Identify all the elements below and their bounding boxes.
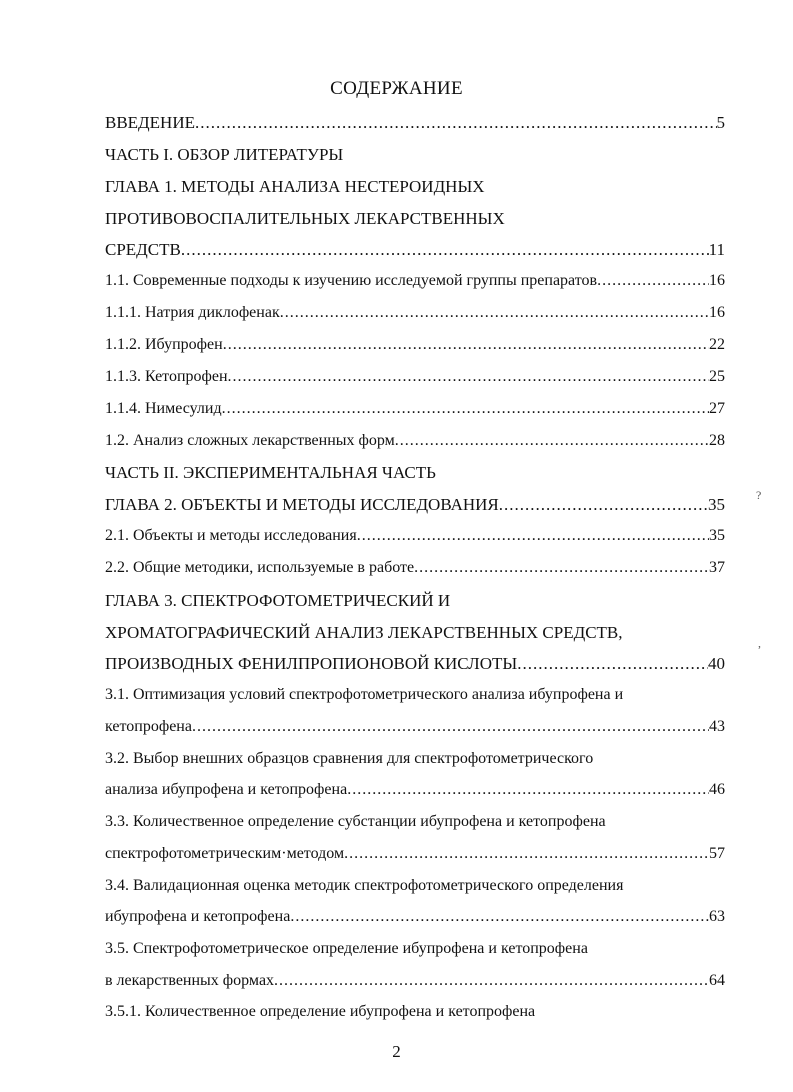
toc-entry-title: 3.3. Количественное определение субстанции ибупрофена и кетопрофена	[105, 813, 606, 830]
page-number: 2	[392, 1042, 401, 1061]
toc-entry	[105, 113, 725, 139]
toc-leader-dots	[274, 972, 709, 990]
toc-entry	[105, 1003, 725, 1029]
toc-entry-page: 46	[709, 781, 725, 798]
toc-entry	[105, 209, 725, 235]
toc-leader-dots	[597, 272, 709, 290]
toc-entry-title: ибупрофена и кетопрофена	[105, 908, 291, 925]
toc-entry-page: 37	[709, 559, 725, 576]
toc-entry	[105, 432, 725, 458]
toc-entry-title: 3.5. Спектрофотометрическое определение ибупрофена и кетопрофена	[105, 940, 588, 957]
toc-entry-page: 28	[709, 432, 725, 449]
toc-entry	[105, 877, 725, 903]
toc-entry	[105, 623, 725, 649]
toc-entry	[105, 177, 725, 203]
toc-entry-page: 63	[709, 908, 725, 925]
toc-entry-page: 57	[709, 845, 725, 862]
toc-entry-title: ЧАСТЬ I. ОБЗОР ЛИТЕРАТУРЫ	[105, 145, 344, 164]
toc-entry-page: 25	[709, 368, 725, 385]
toc-entry-page: 16	[709, 272, 725, 289]
toc-entry	[105, 591, 725, 617]
toc-entry	[105, 813, 725, 839]
toc-leader-dots	[517, 654, 708, 674]
toc-entry	[105, 845, 725, 871]
toc-entry-title: ЧАСТЬ II. ЭКСПЕРИМЕНТАЛЬНАЯ ЧАСТЬ	[105, 463, 436, 482]
toc-entry-title: 3.5.1. Количественное определение ибупрофена и кетопрофена	[105, 1003, 536, 1020]
toc-entry-title: 3.4. Валидационная оценка методик спектрофотометрического определения	[105, 877, 624, 894]
toc-entry-title: 3.2. Выбор внешних образцов сравнения для спектрофотометрического	[105, 750, 594, 767]
toc-entry-page: 64	[709, 972, 725, 989]
toc-entry-title: ХРОМАТОГРАФИЧЕСКИЙ АНАЛИЗ ЛЕКАРСТВЕННЫХ СРЕДСТВ,	[105, 623, 623, 642]
toc-entry-title: 3.1. Оптимизация условий спектрофотометрического анализа ибупрофена и	[105, 686, 624, 703]
toc-entry	[105, 145, 725, 171]
toc-entry-title: анализа ибупрофена и кетопрофена	[105, 781, 348, 798]
toc-entry	[105, 654, 725, 680]
toc-entry	[105, 368, 725, 394]
toc-entry-title: 1.1.2. Ибупрофен	[105, 336, 223, 353]
toc-entry	[105, 463, 725, 489]
toc-leader-dots	[222, 400, 709, 418]
toc-entry	[105, 940, 725, 966]
toc-leader-dots	[228, 368, 709, 386]
toc-entry-page: 35	[708, 495, 725, 514]
toc-entry-title: ГЛАВА 3. СПЕКТРОФОТОМЕТРИЧЕСКИЙ И	[105, 591, 451, 610]
toc-entry	[105, 559, 725, 585]
toc-entry	[105, 272, 725, 298]
toc-entry-title: 1.1.1. Натрия диклофенак	[105, 304, 280, 321]
toc-leader-dots	[347, 781, 709, 799]
toc-leader-dots	[181, 240, 709, 260]
toc-leader-dots	[195, 113, 717, 133]
toc-entry-title: 1.1.4. Нимесулид	[105, 400, 222, 417]
toc-leader-dots	[192, 718, 709, 736]
toc-entry	[105, 527, 725, 553]
toc-entry-title: 1.1.3. Кетопрофен	[105, 368, 228, 385]
toc-entry-title: ГЛАВА 1. МЕТОДЫ АНАЛИЗА НЕСТЕРОИДНЫХ	[105, 177, 485, 196]
toc-entry-page: 11	[708, 240, 725, 259]
toc-entry-title: 2.1. Объекты и методы исследования	[105, 527, 357, 544]
toc-leader-dots	[344, 845, 709, 863]
toc-entry-title: ПРОТИВОВОСПАЛИТЕЛЬНЫХ ЛЕКАРСТВЕННЫХ	[105, 209, 505, 228]
toc-leader-dots	[499, 495, 708, 515]
toc-entry-page: 5	[716, 113, 725, 132]
toc-entry	[105, 495, 725, 521]
toc-entry-title: в лекарственных формах	[105, 972, 275, 989]
toc-entry-page: 27	[709, 400, 725, 417]
toc-leader-dots	[414, 559, 709, 577]
toc-entry-page: 16	[709, 304, 725, 321]
toc-entry	[105, 686, 725, 712]
toc-entry-title: ГЛАВА 2. ОБЪЕКТЫ И МЕТОДЫ ИССЛЕДОВАНИЯ	[105, 495, 499, 514]
toc-entry-page: 43	[709, 718, 725, 735]
toc-entry	[105, 336, 725, 362]
toc-leader-dots	[223, 336, 709, 354]
toc-entry-title: ВВЕДЕНИЕ	[105, 113, 195, 132]
toc-entry	[105, 908, 725, 934]
toc-entry-title: ПРОИЗВОДНЫХ ФЕНИЛПРОПИОНОВОЙ КИСЛОТЫ	[105, 654, 518, 673]
toc-entry-page: 40	[708, 654, 725, 673]
toc-entry-title: 1.1. Современные подходы к изучению исследуемой группы препаратов	[105, 272, 598, 289]
toc-leader-dots	[280, 304, 709, 322]
toc-entry-title: 1.2. Анализ сложных лекарственных форм	[105, 432, 395, 449]
toc-entry	[105, 750, 725, 776]
toc-leader-dots	[395, 432, 709, 450]
page-title: СОДЕРЖАНИЕ	[330, 78, 463, 99]
toc-entry	[105, 781, 725, 807]
scan-artifact: ,	[758, 636, 761, 650]
toc-entry-page: 22	[709, 336, 725, 353]
toc-entry-title: СРЕДСТВ	[105, 240, 181, 259]
toc-entry	[105, 304, 725, 330]
toc-leader-dots	[290, 908, 709, 926]
toc-entry-title: спектрофотометрическим·методом	[105, 845, 345, 862]
toc-entry	[105, 972, 725, 998]
toc-entry	[105, 240, 725, 266]
toc-entry-title: 2.2. Общие методики, используемые в работе	[105, 559, 415, 576]
toc-leader-dots	[357, 527, 709, 545]
toc-entry	[105, 400, 725, 426]
toc-entry	[105, 718, 725, 744]
scan-artifact: ?	[756, 488, 762, 502]
toc-entry-page: 35	[709, 527, 725, 544]
toc-entry-title: кетопрофена	[105, 718, 192, 735]
